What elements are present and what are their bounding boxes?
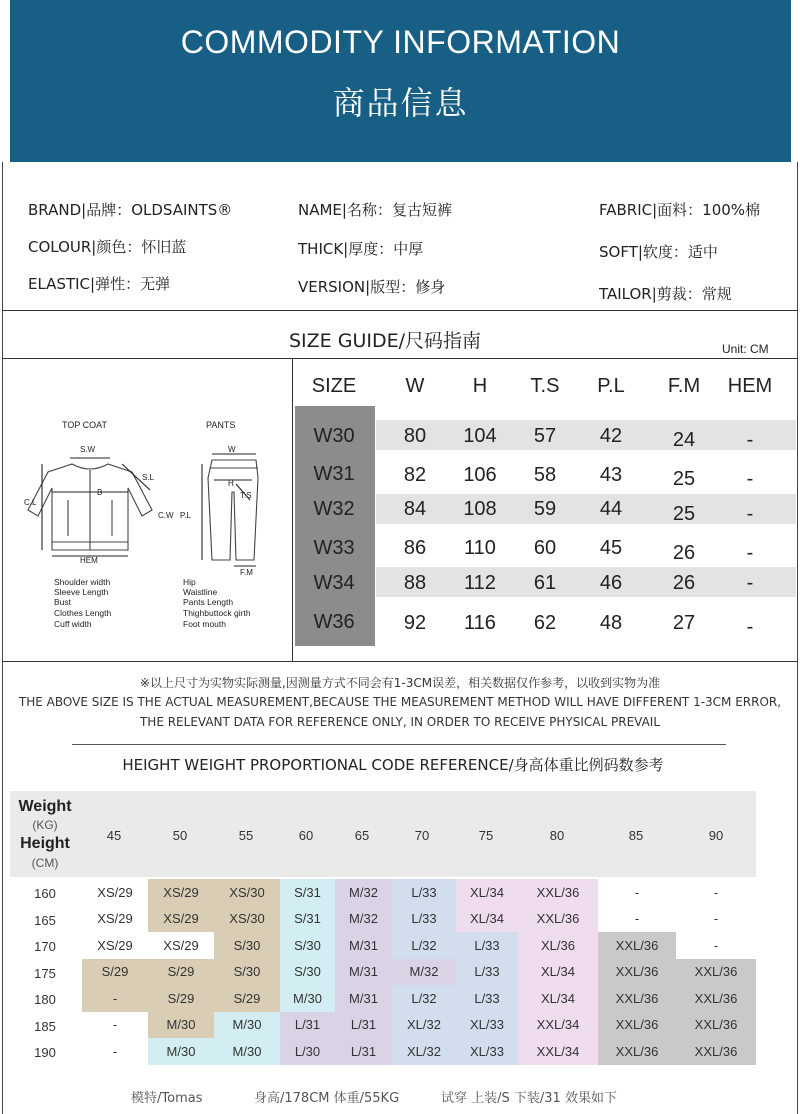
size-header: W: [405, 375, 425, 397]
weight-col-header: 65: [354, 828, 370, 843]
size-code-cell: XS/29: [82, 906, 148, 933]
size-cell: 88: [403, 572, 427, 594]
size-code-cell: -: [598, 906, 676, 933]
size-code-cell: XL/34: [518, 985, 598, 1012]
size-cell: 62: [533, 612, 557, 634]
size-code-cell: XL/34: [456, 906, 518, 933]
size-code-cell: M/30: [214, 1012, 280, 1039]
size-code-cell: M/31: [335, 985, 392, 1012]
size-cell: 108: [463, 498, 497, 520]
size-code-cell: L/33: [456, 985, 518, 1012]
weight-col-header: 90: [708, 828, 724, 843]
size-code-cell: -: [82, 1012, 148, 1039]
attr-fabric: FABRIC|面料：100%棉: [599, 201, 761, 219]
size-code-cell: XS/29: [82, 932, 148, 959]
pants-legend-item: Thighbuttock girth: [183, 608, 251, 618]
size-code-cell: XL/33: [456, 1038, 518, 1065]
size-code-cell: M/31: [335, 959, 392, 986]
size-code-cell: M/32: [335, 906, 392, 933]
size-cell: 60: [533, 537, 557, 559]
size-code-cell: XXL/36: [598, 1038, 676, 1065]
weight-col-header: 60: [298, 828, 314, 843]
coat-icon: [28, 458, 152, 556]
top-coat-label: TOP COAT: [62, 420, 108, 430]
size-cell: 61: [533, 572, 557, 594]
size-code-cell: M/32: [392, 959, 456, 986]
height-unit: (CM): [31, 856, 59, 870]
size-code-cell: XXL/36: [598, 1012, 676, 1039]
size-code-cell: XXL/34: [518, 1038, 598, 1065]
size-code-cell: M/32: [335, 879, 392, 906]
size-cell: W34: [313, 572, 355, 594]
size-code-cell: XXL/36: [676, 1012, 756, 1039]
pants-pl-label: P.L: [180, 511, 191, 520]
size-cell: 112: [464, 572, 496, 594]
size-cell: 106: [463, 464, 497, 486]
weight-col-header: 85: [628, 828, 644, 843]
size-cell: 46: [599, 572, 623, 594]
size-cell: W31: [313, 463, 355, 485]
height-row-label: 160: [34, 886, 56, 901]
size-code-cell: L/33: [456, 932, 518, 959]
height-row-label: 185: [34, 1019, 56, 1034]
divider: [72, 744, 726, 745]
size-cell: 58: [533, 464, 557, 486]
measurement-note-cn: ※以上尺寸为实物实际测量,因测量方式不同会有1-3CM误差，相关数据仅作参考，以收到实物为准: [139, 676, 661, 690]
size-cell: W32: [313, 498, 355, 520]
attr-soft: SOFT|软度：适中: [599, 243, 718, 261]
size-guide-title: SIZE GUIDE/尺码指南: [289, 330, 481, 352]
size-code-cell: XL/33: [456, 1012, 518, 1039]
size-code-cell: XS/29: [82, 879, 148, 906]
attr-name: NAME|名称：复古短裤: [298, 201, 452, 219]
height-row-label: 170: [34, 939, 56, 954]
size-header: HEM: [727, 375, 773, 397]
size-code-cell: S/30: [280, 959, 335, 986]
size-code-cell: XXL/36: [518, 906, 598, 933]
size-cell: 42: [599, 425, 623, 447]
size-cell: 44: [599, 498, 623, 520]
size-code-cell: -: [676, 906, 756, 933]
size-code-cell: M/30: [148, 1012, 214, 1039]
size-cell: W30: [313, 425, 355, 447]
size-code-cell: -: [676, 879, 756, 906]
unit-label: Unit: CM: [722, 342, 769, 356]
size-code-cell: XS/29: [148, 932, 214, 959]
size-cell: 86: [403, 537, 427, 559]
coat-b-label: B: [97, 488, 103, 497]
header-banner: [10, 0, 791, 162]
size-code-cell: L/31: [335, 1012, 392, 1039]
size-cell: 24: [672, 429, 696, 451]
size-code-cell: XXL/36: [676, 959, 756, 986]
attr-colour: COLOUR|颜色：怀旧蓝: [28, 238, 187, 256]
size-cell: 26: [672, 542, 696, 564]
size-code-cell: XS/29: [148, 906, 214, 933]
size-cell: 25: [672, 503, 696, 525]
size-cell: 57: [533, 425, 557, 447]
divider: [2, 310, 798, 311]
weight-col-header: 75: [478, 828, 494, 843]
size-code-cell: -: [82, 985, 148, 1012]
size-code-cell: L/33: [392, 906, 456, 933]
size-code-cell: S/30: [280, 932, 335, 959]
measurement-note-en-1: THE ABOVE SIZE IS THE ACTUAL MEASUREMENT,BECAUSE THE MEASUREMENT METHOD WILL HAVE DIFFERENT 1-3CM ERROR,: [18, 695, 782, 709]
height-row-label: 165: [34, 913, 56, 928]
model-name: 模特/Tomas: [131, 1091, 203, 1106]
size-header: H: [472, 375, 488, 397]
size-cell: W33: [313, 537, 355, 559]
divider: [2, 358, 798, 359]
coat-legend-item: Clothes Length: [54, 608, 112, 618]
size-cell: 25: [672, 468, 696, 490]
coat-legend-item: Bust: [54, 597, 72, 607]
height-weight-title: HEIGHT WEIGHT PROPORTIONAL CODE REFERENCE/身高体重比例码数参考: [122, 756, 664, 774]
size-cell: 116: [464, 612, 496, 634]
weight-label: Weight: [18, 798, 72, 815]
size-code-cell: L/32: [392, 985, 456, 1012]
size-code-cell: S/31: [280, 879, 335, 906]
size-code-cell: XL/34: [518, 959, 598, 986]
size-cell: 59: [533, 498, 557, 520]
size-cell: 43: [599, 464, 623, 486]
size-header: F.M: [667, 375, 701, 397]
attr-thick: THICK|厚度：中厚: [298, 240, 424, 258]
size-code-cell: XS/30: [214, 879, 280, 906]
coat-sl-label: S.L: [142, 473, 155, 482]
size-code-cell: M/31: [335, 932, 392, 959]
banner-title-cn: 商品信息: [332, 84, 469, 122]
coat-legend-item: Cuff width: [54, 619, 92, 629]
size-cell: -: [746, 542, 754, 564]
weight-col-header: 70: [414, 828, 430, 843]
size-code-cell: XL/32: [392, 1038, 456, 1065]
pants-icon: [202, 454, 258, 566]
size-cell: 27: [672, 612, 696, 634]
size-cell: 45: [599, 537, 623, 559]
attr-elastic: ELASTIC|弹性：无弹: [28, 275, 171, 293]
size-code-cell: XXL/34: [518, 1012, 598, 1039]
coat-legend-item: Shoulder width: [54, 577, 111, 587]
attr-tailor: TAILOR|剪裁：常规: [599, 285, 732, 303]
size-code-cell: XXL/36: [598, 959, 676, 986]
size-cell: 92: [403, 612, 427, 634]
size-cell: 80: [403, 425, 427, 447]
coat-cw-label: C.W: [158, 511, 174, 520]
size-cell: W36: [313, 611, 355, 633]
size-code-cell: L/33: [456, 959, 518, 986]
size-cell: 48: [599, 612, 623, 634]
size-cell: 110: [464, 537, 496, 559]
size-code-cell: XS/29: [148, 879, 214, 906]
size-code-cell: M/30: [280, 985, 335, 1012]
size-header: T.S: [530, 375, 560, 397]
size-code-cell: -: [598, 879, 676, 906]
size-cell: -: [746, 616, 754, 638]
divider: [292, 358, 293, 661]
model-fit: 试穿 上装/S 下装/31 效果如下: [441, 1091, 617, 1106]
size-code-cell: L/30: [280, 1038, 335, 1065]
size-header: P.L: [597, 375, 625, 397]
pants-legend-item: Pants Length: [183, 597, 234, 607]
coat-sw-label: S.W: [80, 445, 96, 454]
size-code-cell: S/29: [214, 985, 280, 1012]
size-code-cell: M/30: [148, 1038, 214, 1065]
size-code-cell: S/30: [214, 959, 280, 986]
size-code-cell: XL/32: [392, 1012, 456, 1039]
divider: [2, 661, 798, 662]
size-code-cell: L/31: [335, 1038, 392, 1065]
size-code-cell: XXL/36: [598, 985, 676, 1012]
size-code-cell: S/29: [148, 959, 214, 986]
size-cell: -: [746, 429, 754, 451]
pants-fm-label: F.M: [240, 568, 253, 577]
size-cell: 104: [463, 425, 497, 447]
size-cell: 82: [403, 464, 427, 486]
weight-col-header: 45: [106, 828, 122, 843]
attr-brand: BRAND|品牌：OLDSAINTS®: [28, 201, 233, 219]
weight-col-header: 55: [238, 828, 254, 843]
size-code-cell: S/29: [82, 959, 148, 986]
size-cell: -: [746, 503, 754, 525]
pants-h-label: H: [228, 479, 234, 488]
weight-col-header: 50: [172, 828, 188, 843]
pants-w-label: W: [228, 445, 236, 454]
size-cell: -: [746, 572, 754, 594]
coat-hem-label: HEM: [80, 556, 98, 565]
size-cell: 26: [672, 572, 696, 594]
size-code-cell: L/33: [392, 879, 456, 906]
size-code-cell: S/31: [280, 906, 335, 933]
pants-legend-item: Hip: [183, 577, 196, 587]
coat-cl-label: C.L: [24, 498, 37, 507]
size-code-cell: L/31: [280, 1012, 335, 1039]
coat-legend-item: Sleeve Length: [54, 587, 109, 597]
size-cell: 84: [403, 498, 427, 520]
size-code-cell: L/32: [392, 932, 456, 959]
pants-legend-item: Foot mouth: [183, 619, 226, 629]
size-header: SIZE: [311, 375, 357, 397]
pants-label: PANTS: [206, 420, 236, 430]
size-code-cell: -: [82, 1038, 148, 1065]
size-code-cell: S/29: [148, 985, 214, 1012]
weight-col-header: 80: [549, 828, 565, 843]
size-code-cell: S/30: [214, 932, 280, 959]
size-code-cell: XS/30: [214, 906, 280, 933]
pants-ts-label: T.S: [240, 491, 252, 500]
size-code-cell: M/30: [214, 1038, 280, 1065]
size-code-cell: XXL/36: [676, 985, 756, 1012]
size-cell: -: [746, 468, 754, 490]
measurement-note-en-2: THE RELEVANT DATA FOR REFERENCE ONLY, IN ORDER TO RECEIVE PHYSICAL PREVAIL: [139, 715, 661, 729]
model-stats: 身高/178CM 体重/55KG: [254, 1091, 400, 1106]
size-code-cell: XXL/36: [676, 1038, 756, 1065]
height-row-label: 175: [34, 966, 56, 981]
attr-version: VERSION|版型：修身: [298, 278, 446, 296]
height-row-label: 190: [34, 1045, 56, 1060]
weight-unit: (KG): [32, 818, 58, 832]
measurement-diagram: [2, 360, 292, 660]
divider: [797, 162, 798, 1114]
banner-title-en: COMMODITY INFORMATION: [180, 24, 621, 60]
size-code-cell: -: [676, 932, 756, 959]
size-code-cell: XXL/36: [518, 879, 598, 906]
size-code-cell: XL/36: [518, 932, 598, 959]
size-code-cell: XXL/36: [598, 932, 676, 959]
height-label: Height: [20, 835, 70, 852]
size-code-cell: XL/34: [456, 879, 518, 906]
pants-legend-item: Waistline: [183, 587, 218, 597]
height-row-label: 180: [34, 992, 56, 1007]
